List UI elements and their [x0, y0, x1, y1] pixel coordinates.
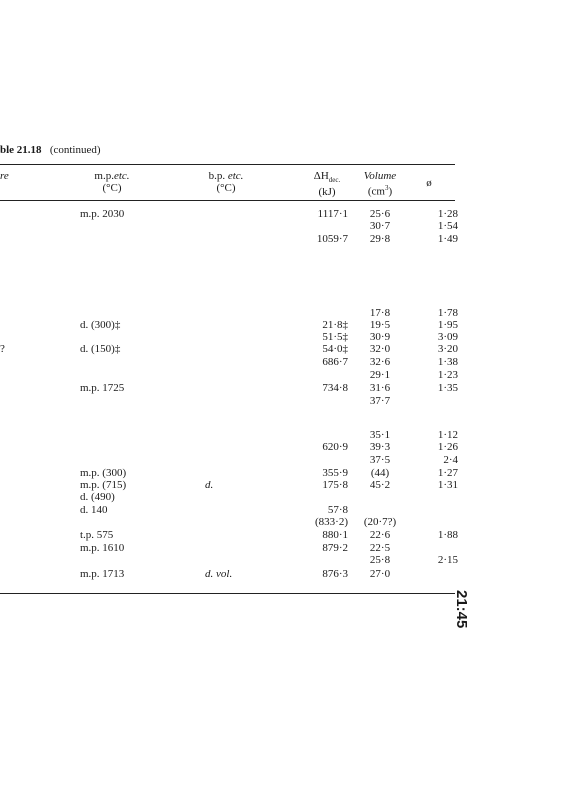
- volume-cell: 29·1: [369, 369, 391, 381]
- enthalpy-cell: 734·8: [322, 382, 348, 394]
- enthalpy-cell: 355·9: [322, 467, 348, 479]
- boiling-point-cell: d. vol.: [205, 568, 233, 580]
- header-volume: Volume $(cm^3)$: [363, 170, 397, 198]
- volume-cell: 25·8: [369, 554, 391, 566]
- volume-cell: 37·5: [369, 454, 391, 466]
- melting-point-cell: d. (300)‡: [80, 319, 121, 331]
- phi-cell: 1·31: [437, 479, 458, 491]
- header-phi: ø: [426, 177, 432, 189]
- phi-cell: 1·88: [437, 529, 458, 541]
- phi-cell: 1·78: [437, 307, 458, 319]
- phi-cell: 1·27: [437, 467, 458, 479]
- melting-point-cell: m.p. (300): [80, 467, 127, 479]
- header-melting-point: m.p.etc. (°C): [94, 170, 130, 194]
- enthalpy-cell: 879·2: [322, 542, 348, 554]
- enthalpy-cell: 1059·7: [316, 233, 348, 245]
- melting-point-cell: d. (490): [80, 491, 115, 503]
- phi-cell: 2·15: [437, 554, 458, 566]
- enthalpy-cell: 54·0‡: [322, 343, 348, 355]
- volume-cell: 17·8: [369, 307, 391, 319]
- enthalpy-cell: 21·8‡: [322, 319, 348, 331]
- phi-cell: 1·49: [437, 233, 458, 245]
- header-bottom-rule: [0, 200, 455, 201]
- melting-point-cell: m.p. 2030: [80, 208, 125, 220]
- table-bottom-rule: [0, 593, 455, 594]
- phi-cell: 2·4: [443, 454, 458, 466]
- phi-cell: 1·95: [437, 319, 458, 331]
- volume-cell: 30·9: [369, 331, 391, 343]
- melting-point-cell: t.p. 575: [80, 529, 114, 541]
- melting-point-cell: m.p. (715): [80, 479, 127, 491]
- volume-cell: 31·6: [369, 382, 391, 394]
- phi-cell: 1·23: [437, 369, 458, 381]
- header-boiling-point: b.p. etc. (°C): [208, 170, 244, 194]
- melting-point-cell: d. (150)‡: [80, 343, 121, 355]
- table-caption: [0, 144, 101, 156]
- phi-cell: 1·12: [437, 429, 458, 441]
- volume-cell: 22·6: [369, 529, 391, 541]
- melting-point-cell: m.p. 1610: [80, 542, 125, 554]
- phi-cell: 3·20: [437, 343, 458, 355]
- volume-cell: 32·6: [369, 356, 391, 368]
- volume-cell: 45·2: [369, 479, 391, 491]
- volume-cell: 29·8: [369, 233, 391, 245]
- boiling-point-cell: d.: [205, 479, 214, 491]
- table-number: ble 21.18: [0, 144, 42, 156]
- volume-cell: 39·3: [369, 441, 391, 453]
- page-number: 21:45: [453, 590, 470, 629]
- volume-cell: (20·7?): [363, 516, 397, 528]
- header-top-rule: [0, 164, 455, 165]
- melting-point-cell: d. 140: [80, 504, 108, 516]
- enthalpy-cell: 876·3: [322, 568, 348, 580]
- volume-cell: 19·5: [369, 319, 391, 331]
- volume-cell: 32·0: [369, 343, 391, 355]
- phi-cell: 1·38: [437, 356, 458, 368]
- enthalpy-cell: 1117·1: [317, 208, 348, 220]
- volume-cell: (44): [370, 467, 390, 479]
- header-structure-tail: re: [0, 170, 9, 182]
- enthalpy-cell: (833·2): [315, 516, 348, 528]
- enthalpy-cell: 620·9: [322, 441, 348, 453]
- header-enthalpy: $\Delta H_{dec.}$ (kJ): [313, 170, 341, 199]
- volume-cell: 22·5: [369, 542, 391, 554]
- enthalpy-cell: 686·7: [322, 356, 348, 368]
- enthalpy-cell: 880·1: [322, 529, 348, 541]
- enthalpy-cell: 57·8: [327, 504, 348, 516]
- volume-cell: 27·0: [369, 568, 391, 580]
- enthalpy-cell: 175·8: [322, 479, 348, 491]
- phi-cell: 3·09: [437, 331, 458, 343]
- melting-point-cell: m.p. 1713: [80, 568, 125, 580]
- phi-cell: 1·26: [437, 441, 458, 453]
- melting-point-cell: m.p. 1725: [80, 382, 125, 394]
- phi-cell: 1·35: [437, 382, 458, 394]
- phi-cell: 1·28: [437, 208, 458, 220]
- volume-cell: 37·7: [369, 395, 391, 407]
- volume-cell: 30·7: [369, 220, 391, 232]
- phi-cell: 1·54: [437, 220, 458, 232]
- table-continued-note: (continued): [49, 144, 101, 156]
- volume-cell: 35·1: [369, 429, 391, 441]
- enthalpy-cell: 51·5‡: [322, 331, 348, 343]
- volume-cell: 25·6: [369, 208, 391, 220]
- structure-cell: ?: [0, 343, 5, 355]
